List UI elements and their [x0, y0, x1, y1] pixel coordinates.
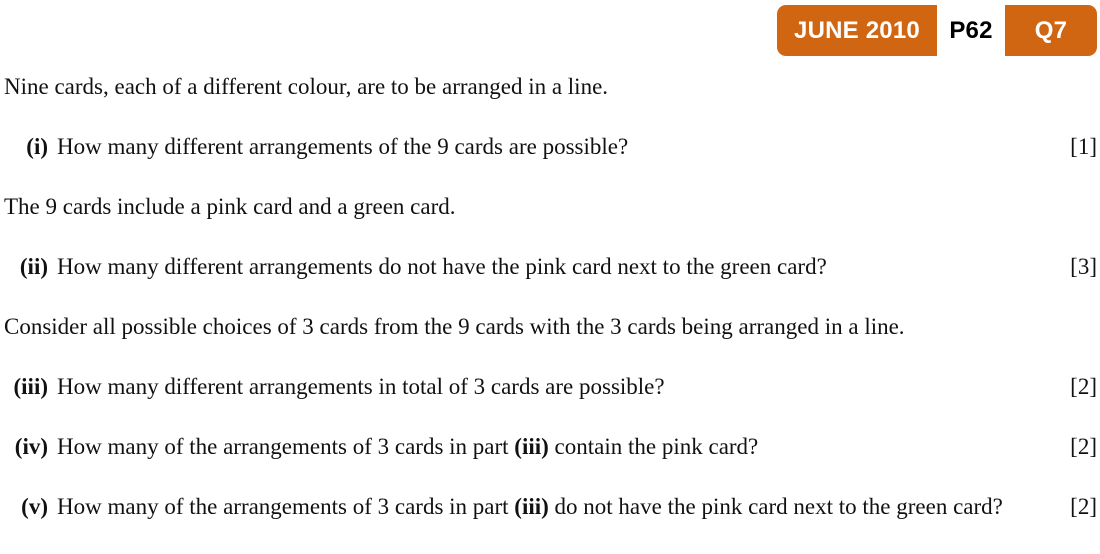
part-marks-i: [1]	[1070, 134, 1097, 159]
question-part-iii	[4, 372, 1097, 402]
part-text-i: How many different arrangements of the 9 cards are possible?	[57, 134, 629, 159]
part-label-iv: (iv)	[14, 434, 48, 459]
part-text-iv-suffix: contain the pink card?	[548, 434, 759, 459]
part-text-v	[48, 492, 1097, 522]
part-marks-iv: [2]	[1070, 434, 1097, 459]
part-label-ii: (ii)	[19, 254, 48, 279]
part-label-iii: (iii)	[13, 374, 48, 399]
part-marks-iii: [2]	[1070, 374, 1097, 399]
part-text-iv-prefix: How many of the arrangements of 3 cards in part	[57, 434, 515, 459]
part-text-iv	[48, 432, 1097, 462]
badge-question-number: Q7	[1034, 16, 1068, 44]
part-marks-ii: [3]	[1070, 254, 1097, 279]
part-text-v-bold-ref: (iii)	[514, 494, 549, 519]
part-marks-v: [2]	[1070, 494, 1097, 519]
intro-paragraph-2: The 9 cards include a pink card and a green card.	[4, 194, 456, 219]
question-part-ii	[4, 252, 1097, 282]
part-label-i: (i)	[26, 134, 48, 159]
question-part-i	[4, 132, 1097, 162]
part-text-ii: How many different arrangements do not have the pink card next to the green card?	[57, 254, 827, 279]
part-text-iii: How many different arrangements in total of 3 cards are possible?	[57, 374, 665, 399]
badge-session-label: JUNE 2010	[794, 16, 920, 44]
question-part-iv	[4, 432, 1097, 462]
part-text-iv-bold-ref: (iii)	[514, 434, 549, 459]
intro-paragraph-3: Consider all possible choices of 3 cards from the 9 cards with the 3 cards being arranged in a line.	[4, 314, 905, 339]
part-label-v: (v)	[21, 494, 48, 519]
part-text-v-prefix: How many of the arrangements of 3 cards in part	[57, 494, 515, 519]
intro-paragraph-1: Nine cards, each of a different colour, are to be arranged in a line.	[4, 74, 609, 99]
badge-paper-code: P62	[937, 5, 1005, 56]
part-text-v-suffix: do not have the pink card next to the green card?	[548, 494, 1003, 519]
question-part-v	[4, 492, 1097, 522]
